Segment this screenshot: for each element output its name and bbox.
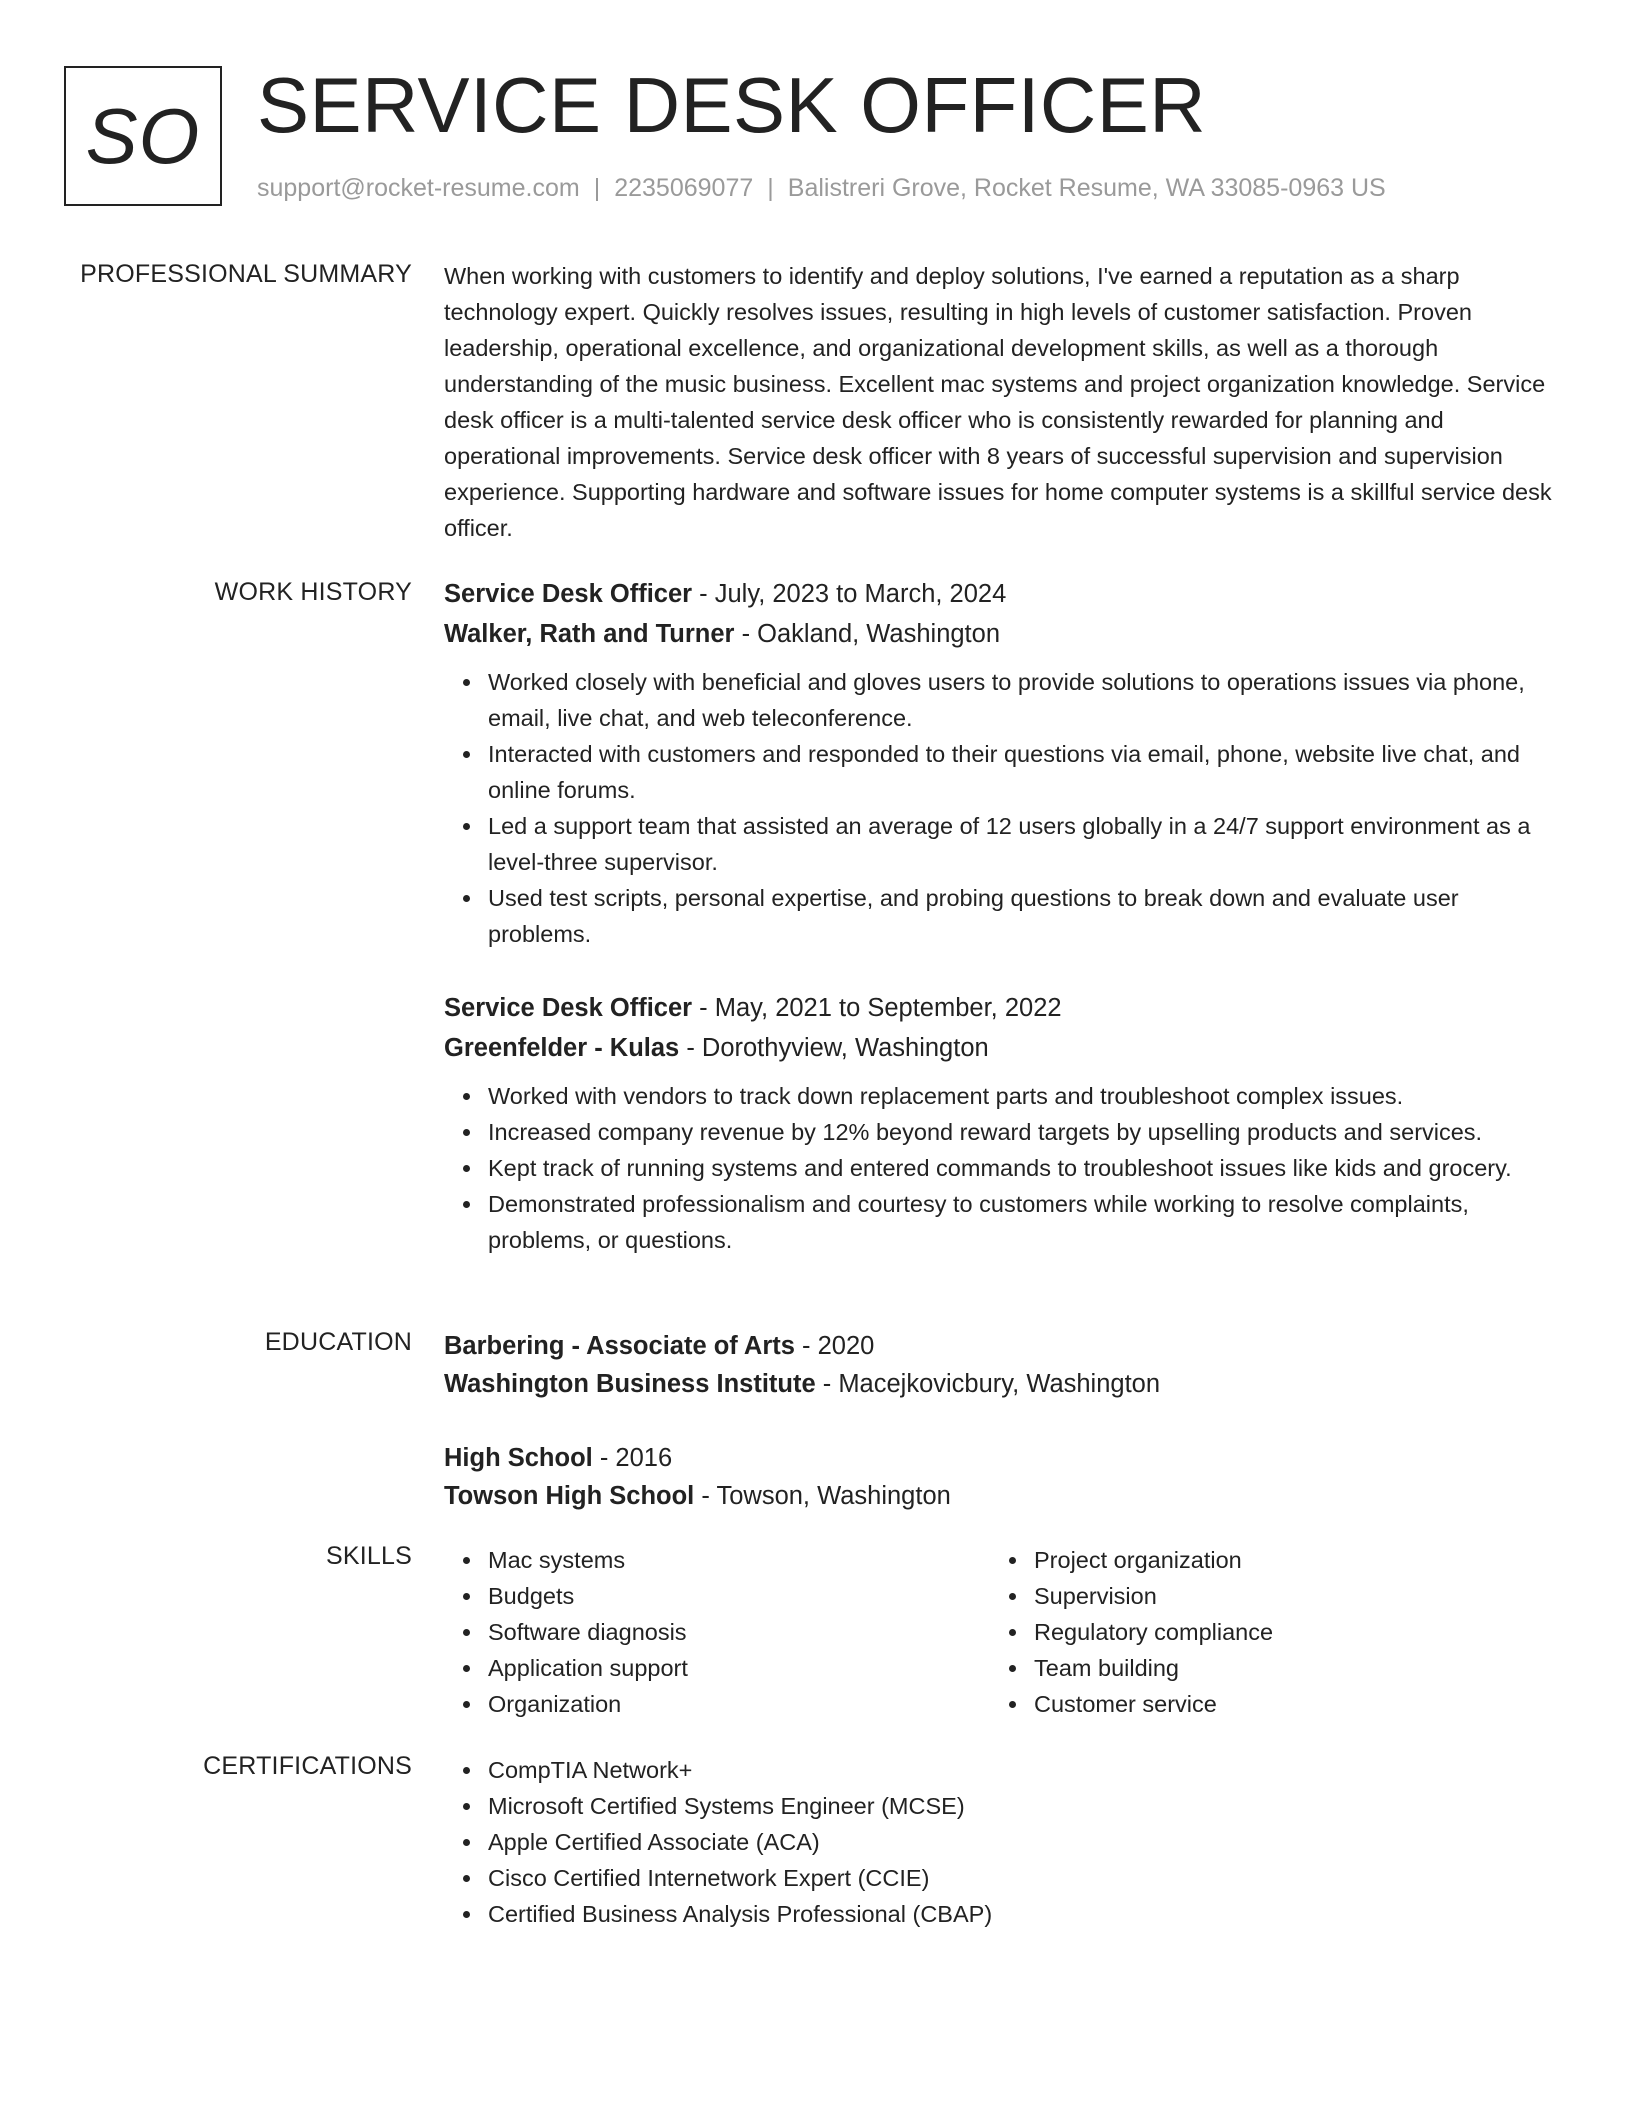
education-location: - Macejkovicbury, Washington [815,1370,1161,1398]
job-company-line [444,614,1552,654]
job-entry [444,574,1552,952]
list-item: Led a support team that assisted an average of 12 users globally in a 24/7 support environment as a level-three supervisor. [488,808,1552,880]
job-dates: - May, 2021 to September, 2022 [692,994,1062,1022]
list-item: Kept track of running systems and entered commands to troubleshoot issues like kids and grocery. [488,1150,1552,1186]
education-location: - Towson, Washington [694,1482,951,1510]
education-school-line [444,1364,1552,1404]
job-title: Service Desk Officer [444,580,693,608]
list-item: Increased company revenue by 12% beyond reward targets by upselling products and services. [488,1114,1552,1150]
list-item: Microsoft Certified Systems Engineer (MCSE) [488,1788,1552,1824]
list-item: Cisco Certified Internetwork Expert (CCIE) [488,1860,1552,1896]
job-company: Greenfelder - Kulas [444,1034,680,1062]
list-item: Team building [1034,1650,1490,1686]
skills-body [444,1542,1552,1722]
contact-phone[interactable]: 2235069077 [614,174,754,202]
job-location: - Oakland, Washington [734,620,1001,648]
job-location: - Dorothyview, Washington [679,1034,989,1062]
skills-columns [444,1542,1552,1722]
section-heading-work-history: WORK HISTORY [214,578,412,606]
education-entry [444,1438,1552,1516]
education-degree-line [444,1438,1552,1478]
certifications-list [444,1752,1552,1932]
list-item: Organization [488,1686,990,1722]
education-body [444,1326,1552,1550]
skills-column-2 [990,1542,1490,1722]
list-item: Worked closely with beneficial and gloves users to provide solutions to operations issues via phone, email, live chat, and web teleconference. [488,664,1552,736]
certifications-body [444,1752,1552,1932]
education-degree: Barbering - Associate of Arts [444,1332,795,1360]
monogram-logo: SO [64,66,222,206]
job-company-line [444,1028,1552,1068]
resume-header [64,61,1564,216]
education-year: - 2020 [794,1332,875,1360]
job-dates: - July, 2023 to March, 2024 [692,580,1007,608]
list-item: Interacted with customers and responded to their questions via email, phone, website live chat, and online forums. [488,736,1552,808]
list-item: Certified Business Analysis Professional (CBAP) [488,1896,1552,1932]
list-item: Application support [488,1650,990,1686]
skills-list [444,1542,990,1722]
job-bullet-list [444,1078,1552,1258]
section-heading-education: EDUCATION [264,1328,412,1356]
list-item: Mac systems [488,1542,990,1578]
skills-list [990,1542,1490,1722]
list-item: Budgets [488,1578,990,1614]
section-heading-certifications: CERTIFICATIONS [203,1752,412,1780]
job-entry [444,988,1552,1258]
education-year: - 2016 [592,1444,673,1472]
education-school-line [444,1476,1552,1516]
section-heading-skills: SKILLS [326,1542,412,1570]
section-heading-summary: PROFESSIONAL SUMMARY [80,260,412,288]
list-item: Worked with vendors to track down replacement parts and troubleshoot complex issues. [488,1078,1552,1114]
job-bullet-list [444,664,1552,952]
education-school: Washington Business Institute [444,1370,816,1398]
contact-separator: | [593,174,601,202]
education-degree: High School [444,1444,593,1472]
contact-address: Balistreri Grove, Rocket Resume, WA 33085-0963 US [787,174,1386,202]
work-history-body [444,574,1552,1294]
summary-body [444,258,1552,546]
list-item: Apple Certified Associate (ACA) [488,1824,1552,1860]
list-item: Regulatory compliance [1034,1614,1490,1650]
list-item: CompTIA Network+ [488,1752,1552,1788]
job-title-line [444,574,1552,614]
skills-column-1 [444,1542,990,1722]
list-item: Used test scripts, personal expertise, and probing questions to break down and evaluate user problems. [488,880,1552,952]
contact-email[interactable]: support@rocket-resume.com [257,174,580,202]
contact-separator: | [767,174,774,202]
job-title: Service Desk Officer [444,994,693,1022]
education-entry [444,1326,1552,1404]
education-school: Towson High School [444,1482,695,1510]
job-title-line [444,988,1552,1028]
list-item: Software diagnosis [488,1614,990,1650]
contact-line [257,174,1386,203]
education-degree-line [444,1326,1552,1366]
list-item: Supervision [1034,1578,1490,1614]
list-item: Demonstrated professionalism and courtesy to customers while working to resolve complaints, problems, or questions. [488,1186,1552,1258]
job-company: Walker, Rath and Turner [444,620,735,648]
page-title: SERVICE DESK OFFICER [257,61,1207,149]
summary-text: When working with customers to identify and deploy solutions, I've earned a reputation as a sharp technology expert. Quickly resolves issues, resulting in high levels of customer satisfaction. Proven leadership, operational excellence, and organizational development skills, as well as a thorough understanding of the music business. Excellent mac systems and project organization knowledge. Service desk officer is a multi-talented service desk officer who is consistently rewarded for planning and operational improvements. Service desk officer with 8 years of successful supervision and supervision experience. Supporting hardware and software issues for home computer systems is a skillful service desk officer. [444,263,1552,541]
list-item: Customer service [1034,1686,1490,1722]
list-item: Project organization [1034,1542,1490,1578]
